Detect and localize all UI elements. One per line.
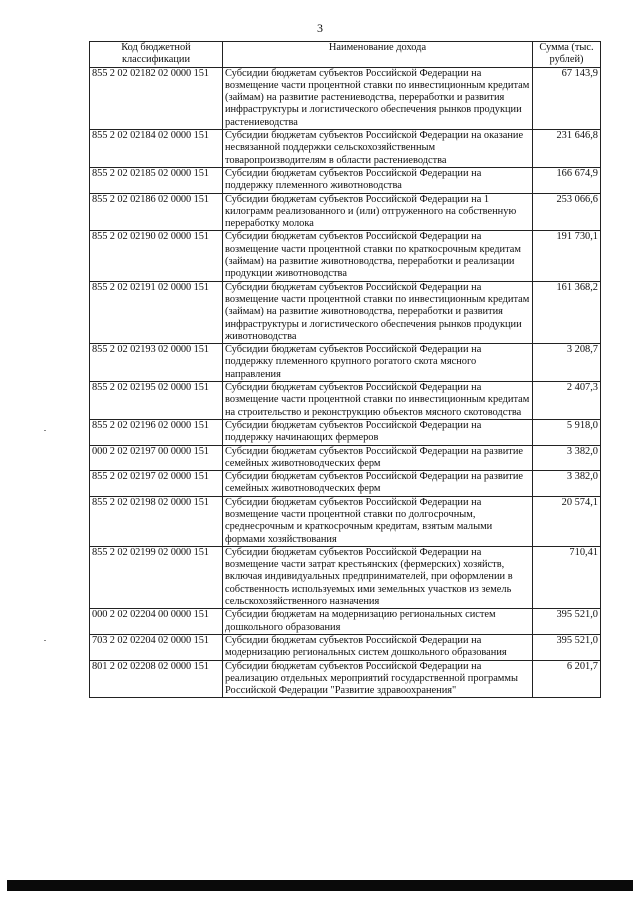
row-sum: 395 521,0 [533, 634, 601, 660]
row-name: Субсидии бюджетам субъектов Российской Федерации на оказание несвязанной поддержки сельскохозяйственным товаропроизводителям в области растениеводства [223, 130, 533, 168]
revenue-table [89, 41, 601, 698]
table-row [90, 546, 601, 608]
row-code: 855 2 02 02186 02 0000 151 [90, 193, 223, 231]
scan-edge-bar [7, 880, 633, 891]
row-name: Субсидии бюджетам субъектов Российской Федерации на поддержку начинающих фермеров [223, 419, 533, 445]
row-name: Субсидии бюджетам субъектов Российской Федерации на модернизацию региональных систем дошкольного образования [223, 634, 533, 660]
row-name: Субсидии бюджетам на модернизацию региональных систем дошкольного образования [223, 609, 533, 635]
table-row [90, 419, 601, 445]
table-row [90, 281, 601, 343]
header-sum: Сумма (тыс. рублей) [533, 42, 601, 68]
row-name: Субсидии бюджетам субъектов Российской Федерации на возмещение части процентной ставки по инвестиционным кредитам (займам) на развитие растениеводства, переработки и развития инфраструктуры и логистического обеспечения рынков продукции растениеводства [223, 67, 533, 129]
row-code: 855 2 02 02198 02 0000 151 [90, 496, 223, 546]
row-name: Субсидии бюджетам субъектов Российской Федерации на поддержку племенного животноводства [223, 167, 533, 193]
row-code: 855 2 02 02184 02 0000 151 [90, 130, 223, 168]
row-name: Субсидии бюджетам субъектов Российской Федерации на развитие семейных животноводческих ферм [223, 471, 533, 497]
table-row [90, 634, 601, 660]
row-code: 855 2 02 02195 02 0000 151 [90, 382, 223, 420]
row-sum: 20 574,1 [533, 496, 601, 546]
row-name: Субсидии бюджетам субъектов Российской Федерации на поддержку племенного крупного рогатого скота мясного направления [223, 344, 533, 382]
row-code: 703 2 02 02204 02 0000 151 [90, 634, 223, 660]
row-name: Субсидии бюджетам субъектов Российской Федерации на возмещение части процентной ставки по краткосрочным кредитам (займам) на развитие животноводства, переработки и реализации продукции животноводства [223, 231, 533, 281]
row-code: 855 2 02 02190 02 0000 151 [90, 231, 223, 281]
table-row [90, 445, 601, 471]
row-code: 000 2 02 02204 00 0000 151 [90, 609, 223, 635]
row-name: Субсидии бюджетам субъектов Российской Федерации на возмещение части затрат крестьянских (фермерских) хозяйств, включая индивидуальных предпринимателей, при оформлении в собственность используемых ими земельных участков из земель сельскохозяйственного назначения [223, 546, 533, 608]
table-row [90, 67, 601, 129]
row-code: 855 2 02 02185 02 0000 151 [90, 167, 223, 193]
table-row [90, 193, 601, 231]
row-code: 855 2 02 02182 02 0000 151 [90, 67, 223, 129]
table-row [90, 167, 601, 193]
table-row [90, 496, 601, 546]
row-name: Субсидии бюджетам субъектов Российской Федерации на реализацию отдельных мероприятий государственной программы Российской Федерации "Развитие здравоохранения" [223, 660, 533, 698]
row-sum: 67 143,9 [533, 67, 601, 129]
table-row [90, 609, 601, 635]
scan-mark [44, 430, 46, 431]
row-sum: 191 730,1 [533, 231, 601, 281]
row-sum: 395 521,0 [533, 609, 601, 635]
row-sum: 5 918,0 [533, 419, 601, 445]
row-code: 855 2 02 02196 02 0000 151 [90, 419, 223, 445]
table-row [90, 660, 601, 698]
row-code: 855 2 02 02197 02 0000 151 [90, 471, 223, 497]
row-name: Субсидии бюджетам субъектов Российской Федерации на возмещение части процентной ставки по инвестиционным кредитам (займам) на развитие животноводства, переработки и развития инфраструктуры и логистического обеспечения рынков продукции животноводства [223, 281, 533, 343]
row-sum: 253 066,6 [533, 193, 601, 231]
row-name: Субсидии бюджетам субъектов Российской Федерации на 1 килограмм реализованного и (или) отгруженного на собственную переработку молока [223, 193, 533, 231]
row-name: Субсидии бюджетам субъектов Российской Федерации на возмещение части процентной ставки по инвестиционным кредитам на строительство и реконструкцию объектов мясного скотоводства [223, 382, 533, 420]
row-sum: 3 382,0 [533, 445, 601, 471]
table-row [90, 471, 601, 497]
row-sum: 161 368,2 [533, 281, 601, 343]
row-code: 801 2 02 02208 02 0000 151 [90, 660, 223, 698]
row-sum: 3 382,0 [533, 471, 601, 497]
table-row [90, 382, 601, 420]
row-code: 000 2 02 02197 00 0000 151 [90, 445, 223, 471]
table-row [90, 231, 601, 281]
row-sum: 2 407,3 [533, 382, 601, 420]
row-code: 855 2 02 02193 02 0000 151 [90, 344, 223, 382]
page-number: 3 [317, 21, 323, 35]
row-sum: 231 646,8 [533, 130, 601, 168]
row-code: 855 2 02 02199 02 0000 151 [90, 546, 223, 608]
table-row [90, 344, 601, 382]
row-code: 855 2 02 02191 02 0000 151 [90, 281, 223, 343]
table-row [90, 130, 601, 168]
header-name: Наименование дохода [223, 42, 533, 68]
scan-mark [44, 640, 46, 641]
row-sum: 6 201,7 [533, 660, 601, 698]
table-header-row [90, 42, 601, 68]
row-sum: 166 674,9 [533, 167, 601, 193]
row-name: Субсидии бюджетам субъектов Российской Федерации на возмещение части процентной ставки по долгосрочным, среднесрочным и краткосрочным кредитам, взятым малыми формами хозяйствования [223, 496, 533, 546]
row-name: Субсидии бюджетам субъектов Российской Федерации на развитие семейных животноводческих ферм [223, 445, 533, 471]
row-sum: 710,41 [533, 546, 601, 608]
header-code: Код бюджетной классификации [90, 42, 223, 68]
row-sum: 3 208,7 [533, 344, 601, 382]
